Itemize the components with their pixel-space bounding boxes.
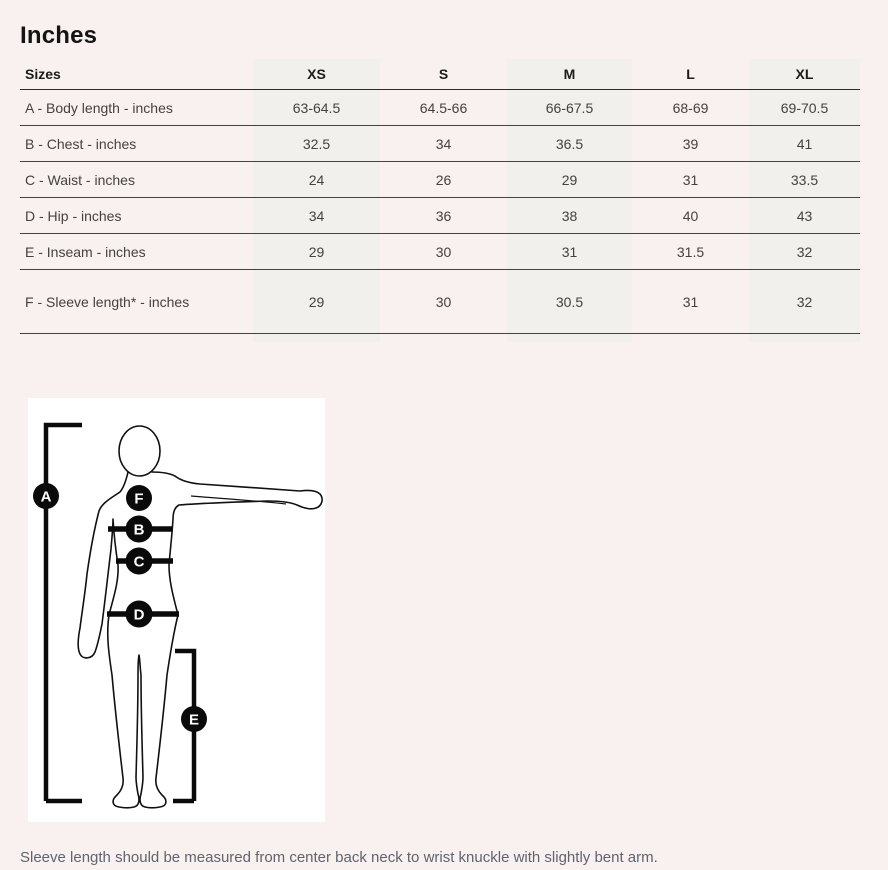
svg-text:B: B [133,521,145,539]
size-table-header-row [20,59,860,90]
row-label: E - Inseam - inches [20,234,253,270]
figure-head [119,426,160,476]
svg-text:D: D [133,606,145,624]
cell-value: 30.5 [507,270,632,334]
cell-value: 24 [253,162,380,198]
cell-value: 26 [380,162,507,198]
cell-value: 34 [380,126,507,162]
marker-a [33,483,59,509]
cell-value: 31.5 [632,234,749,270]
cell-value: 64.5-66 [380,90,507,126]
cell-value: 30 [380,234,507,270]
cell-value: 41 [749,126,860,162]
table-row-waist [20,162,860,198]
cell-value: 33.5 [749,162,860,198]
cell-value: 30 [380,270,507,334]
measurement-diagram [28,398,325,822]
svg-text:A: A [40,488,52,506]
cell-value: 31 [507,234,632,270]
cell-value: 32 [749,270,860,334]
column-header-l: L [632,59,749,90]
cell-value: 36 [380,198,507,234]
column-header-xs: XS [253,59,380,90]
marker-c [126,548,153,575]
cell-value: 43 [749,198,860,234]
marker-f [126,485,152,511]
svg-text:C: C [133,553,145,571]
table-row-hip [20,198,860,234]
cell-value: 36.5 [507,126,632,162]
cell-value: 29 [253,270,380,334]
cell-value: 39 [632,126,749,162]
body-length-bracket [46,425,82,801]
table-row-inseam [20,234,860,270]
page-title: Inches [20,22,98,49]
cell-value: 31 [632,162,749,198]
table-row-sleeve-length [20,270,860,334]
column-header-m: M [507,59,632,90]
row-label: A - Body length - inches [20,90,253,126]
cell-value: 29 [253,234,380,270]
cell-value: 34 [253,198,380,234]
table-bottom-padding [20,334,860,342]
figure-body-outline [78,472,322,808]
cell-value: 40 [632,198,749,234]
column-header-sizes: Sizes [20,59,253,90]
body-measurement-figure-icon [28,398,325,822]
marker-d [126,601,153,628]
cell-value: 32.5 [253,126,380,162]
size-table [20,59,860,342]
marker-e [181,706,207,732]
svg-text:F: F [134,490,144,508]
column-header-s: S [380,59,507,90]
row-label: C - Waist - inches [20,162,253,198]
table-row-chest [20,126,860,162]
sleeve-length-note: Sleeve length should be measured from center back neck to wrist knuckle with slightly bent arm. [20,849,658,866]
row-label: B - Chest - inches [20,126,253,162]
marker-b [126,516,153,543]
cell-value: 66-67.5 [507,90,632,126]
cell-value: 38 [507,198,632,234]
table-row-body-length [20,90,860,126]
cell-value: 69-70.5 [749,90,860,126]
row-label: F - Sleeve length* - inches [20,270,253,334]
cell-value: 31 [632,270,749,334]
cell-value: 68-69 [632,90,749,126]
column-header-xl: XL [749,59,860,90]
svg-text:E: E [188,711,200,729]
cell-value: 29 [507,162,632,198]
cell-value: 32 [749,234,860,270]
cell-value: 63-64.5 [253,90,380,126]
row-label: D - Hip - inches [20,198,253,234]
